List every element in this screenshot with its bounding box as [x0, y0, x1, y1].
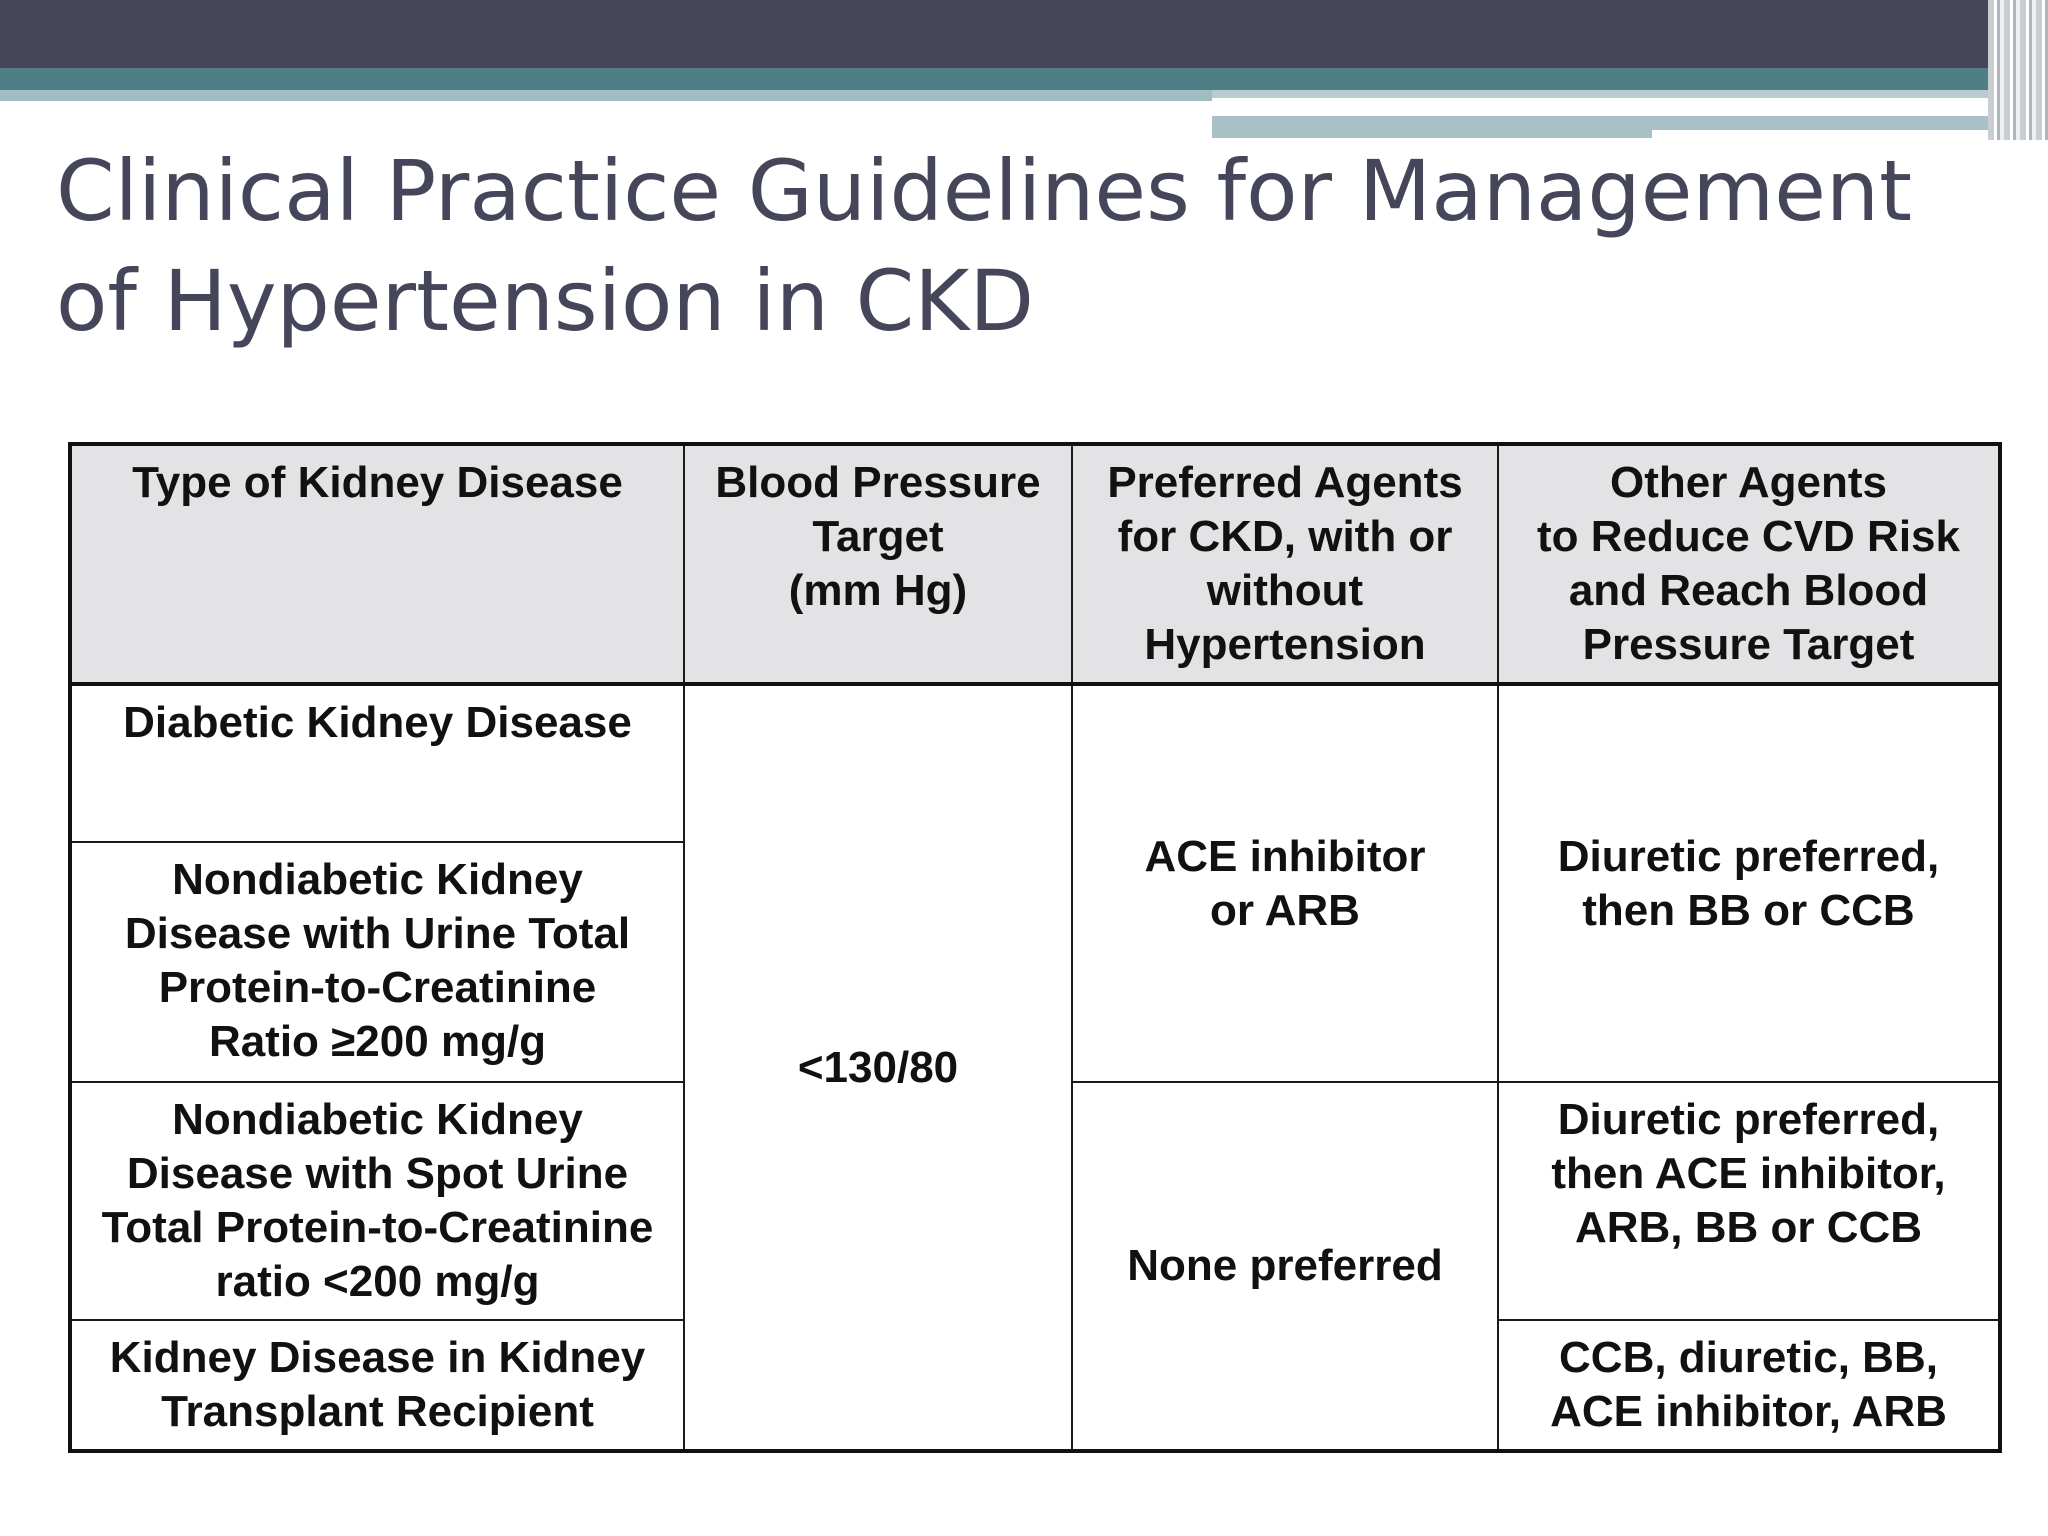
r2-line1: Nondiabetic Kidney [172, 855, 583, 904]
cell-none-preferred [1072, 1082, 1498, 1451]
cell-bp-target [684, 684, 1072, 1451]
cell-nondiabetic-lt200 [70, 1082, 684, 1320]
header-col3-line3: without [1206, 566, 1364, 615]
header-col4-line4: Pressure Target [1582, 620, 1915, 669]
r4-line2: Transplant Recipient [161, 1387, 594, 1436]
r3-line3: Total Protein-to-Creatinine [101, 1203, 654, 1252]
header-col2-line1: Blood Pressure [715, 458, 1041, 507]
header-col4-line2: to Reduce CVD Risk [1537, 512, 1960, 561]
header-bar-teal [0, 68, 2048, 90]
header-col1-line1: Type of Kidney Disease [132, 458, 623, 507]
cell-kidney-transplant [70, 1320, 684, 1451]
r4-line1: Kidney Disease in Kidney [109, 1333, 646, 1382]
cell-other-diuretic-ace-arb-bb-ccb [1498, 1082, 2000, 1320]
other-a-line1: Diuretic preferred, [1557, 831, 1940, 881]
r3-line1: Nondiabetic Kidney [172, 1095, 583, 1144]
bp-target-value: <130/80 [797, 1042, 959, 1092]
header-col3-line2: for CKD, with or [1117, 512, 1453, 561]
cell-nondiabetic-ge200 [70, 842, 684, 1082]
header-bar-dark [0, 0, 2048, 68]
header-col4-line3: and Reach Blood [1568, 566, 1929, 615]
preferred-a-line1: ACE inhibitor [1144, 831, 1426, 881]
cell-other-ccb-diuretic [1498, 1320, 2000, 1451]
r2-line3: Protein-to-Creatinine [158, 963, 597, 1012]
other-b-line3: ARB, BB or CCB [1574, 1203, 1923, 1252]
preferred-a-line2: or ARB [1210, 885, 1360, 935]
header-edge-stripes [1988, 0, 2048, 140]
table-row [70, 684, 2000, 842]
slide-title: Clinical Practice Guidelines for Management of Hypertension in CKD [56, 142, 1913, 350]
header-type-of-kidney-disease [70, 444, 684, 684]
cell-diabetic-kidney-disease [70, 684, 684, 842]
cell-r1-type-text: Diabetic Kidney Disease [123, 698, 632, 747]
guidelines-table [68, 442, 2002, 1453]
other-c-line2: ACE inhibitor, ARB [1550, 1387, 1947, 1436]
cell-other-diuretic-bb-ccb [1498, 684, 2000, 1082]
other-b-line2: then ACE inhibitor, [1551, 1149, 1946, 1198]
header-col3-line1: Preferred Agents [1107, 458, 1463, 507]
other-a-line2: then BB or CCB [1582, 885, 1915, 935]
header-preferred-agents [1072, 444, 1498, 684]
r3-line2: Disease with Spot Urine [126, 1149, 629, 1198]
header-col3-line4: Hypertension [1144, 620, 1426, 669]
header-bar-light-right [1212, 90, 2012, 98]
other-b-line1: Diuretic preferred, [1557, 1095, 1940, 1144]
header-col2-line2: Target [812, 512, 944, 561]
header-col2-line3: (mm Hg) [788, 566, 968, 615]
r2-line4: Ratio ≥200 mg/g [208, 1017, 547, 1066]
header-bar-light-left [0, 90, 1212, 101]
header-col4-line1: Other Agents [1609, 458, 1888, 507]
r2-line2: Disease with Urine Total [124, 909, 631, 958]
cell-preferred-ace-arb [1072, 684, 1498, 1082]
r3-line4: ratio <200 mg/g [215, 1257, 540, 1306]
header-blood-pressure-target [684, 444, 1072, 684]
header-other-agents [1498, 444, 2000, 684]
other-c-line1: CCB, diuretic, BB, [1559, 1333, 1938, 1382]
table-header-row [70, 444, 2000, 684]
preferred-b-text: None preferred [1127, 1241, 1443, 1290]
